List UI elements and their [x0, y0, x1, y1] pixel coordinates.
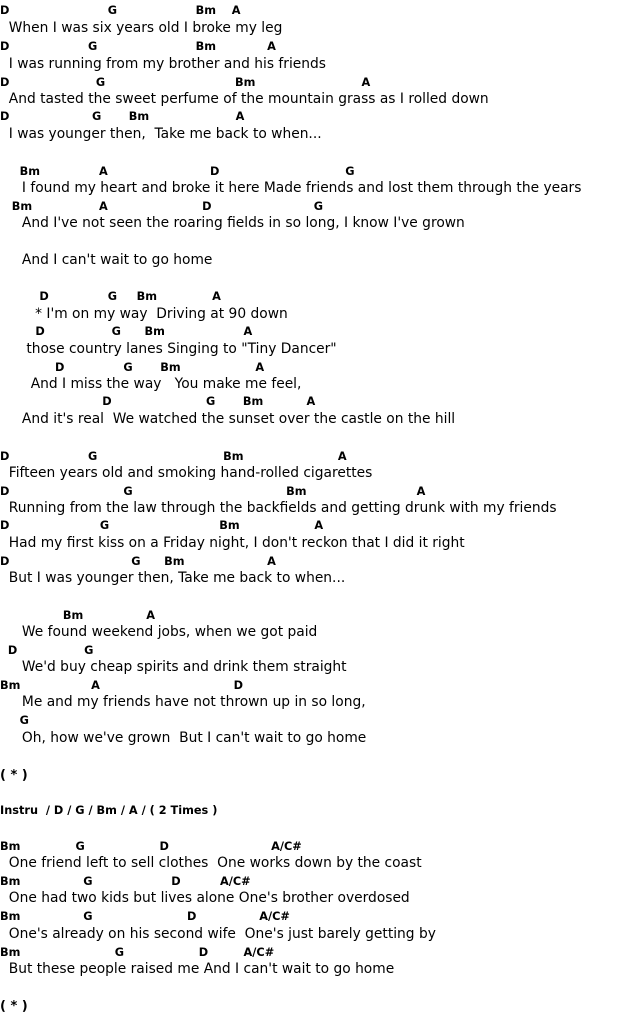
chord-line: Bm A: [0, 609, 155, 622]
lyric-line: We found weekend jobs, when we got paid: [0, 624, 318, 640]
chord-line: D G Bm A: [0, 110, 245, 123]
lyric-line: One's already on his second wife One's just barely getting by: [0, 926, 436, 942]
lyric-line: Running from the law through the backfields and getting drunk with my friends: [0, 500, 557, 516]
chord-line: D G: [0, 644, 94, 657]
chord-line: D G Bm A: [0, 361, 265, 374]
lyric-line: One had two kids but lives alone One's brother overdosed: [0, 890, 410, 906]
chord-line: Bm G D A/C#: [0, 840, 302, 853]
lyric-line: Fifteen years old and smoking hand-rolled cigarettes: [0, 465, 373, 481]
lyric-line: I was younger then, Take me back to when...: [0, 126, 322, 142]
chord-line: Instru / D / G / Bm / A / ( 2 Times ): [0, 804, 218, 817]
lyric-line: And I can't wait to go home: [0, 252, 213, 268]
lyric-line: One friend left to sell clothes One works down by the coast: [0, 855, 422, 871]
chord-line: G: [0, 714, 29, 727]
chord-line: D G Bm A: [0, 395, 316, 408]
chord-line: D G Bm A: [0, 450, 347, 463]
lyric-line: Me and my friends have not thrown up in so long,: [0, 694, 366, 710]
chord-line: D G Bm A: [0, 485, 426, 498]
chord-line: D G Bm A: [0, 76, 371, 89]
lyric-line: And tasted the sweet perfume of the mountain grass as I rolled down: [0, 91, 489, 107]
chord-line: D G Bm A: [0, 40, 276, 53]
lyric-line: But these people raised me And I can't wait to go home: [0, 961, 395, 977]
lyric-line: those country lanes Singing to "Tiny Dancer": [0, 341, 337, 357]
lyric-line: But I was younger then, Take me back to when...: [0, 570, 346, 586]
lyric-line: And it's real We watched the sunset over the castle on the hill: [0, 411, 456, 427]
chord-line: D G Bm A: [0, 325, 253, 338]
chord-line: D G Bm A: [0, 4, 241, 17]
chord-line: D G Bm A: [0, 290, 221, 303]
lyric-line: We'd buy cheap spirits and drink them straight: [0, 659, 347, 675]
lyric-line: And I've not seen the roaring fields in so long, I know I've grown: [0, 215, 465, 231]
lyric-line: Oh, how we've grown But I can't wait to go home: [0, 730, 367, 746]
lyric-line: And I miss the way You make me feel,: [0, 376, 302, 392]
chord-line: Bm G D A/C#: [0, 910, 290, 923]
chord-line: Bm G D A/C#: [0, 875, 251, 888]
chord-line: D G Bm A: [0, 555, 276, 568]
chord-line: Bm A D G: [0, 165, 355, 178]
lyric-line: Had my first kiss on a Friday night, I don't reckon that I did it right: [0, 535, 465, 551]
chord-line: Bm G D A/C#: [0, 946, 275, 959]
lyric-line: * I'm on my way Driving at 90 down: [0, 306, 288, 322]
lyric-line: I found my heart and broke it here Made friends and lost them through the years: [0, 180, 582, 196]
chord-line: Bm A D: [0, 679, 244, 692]
lyric-line: I was running from my brother and his friends: [0, 56, 326, 72]
lyric-line: When I was six years old I broke my leg: [0, 20, 283, 36]
chorus-marker: ( * ): [0, 999, 28, 1014]
chord-line: Bm A D G: [0, 200, 324, 213]
chord-line: D G Bm A: [0, 519, 324, 532]
chorus-marker: ( * ): [0, 768, 28, 783]
